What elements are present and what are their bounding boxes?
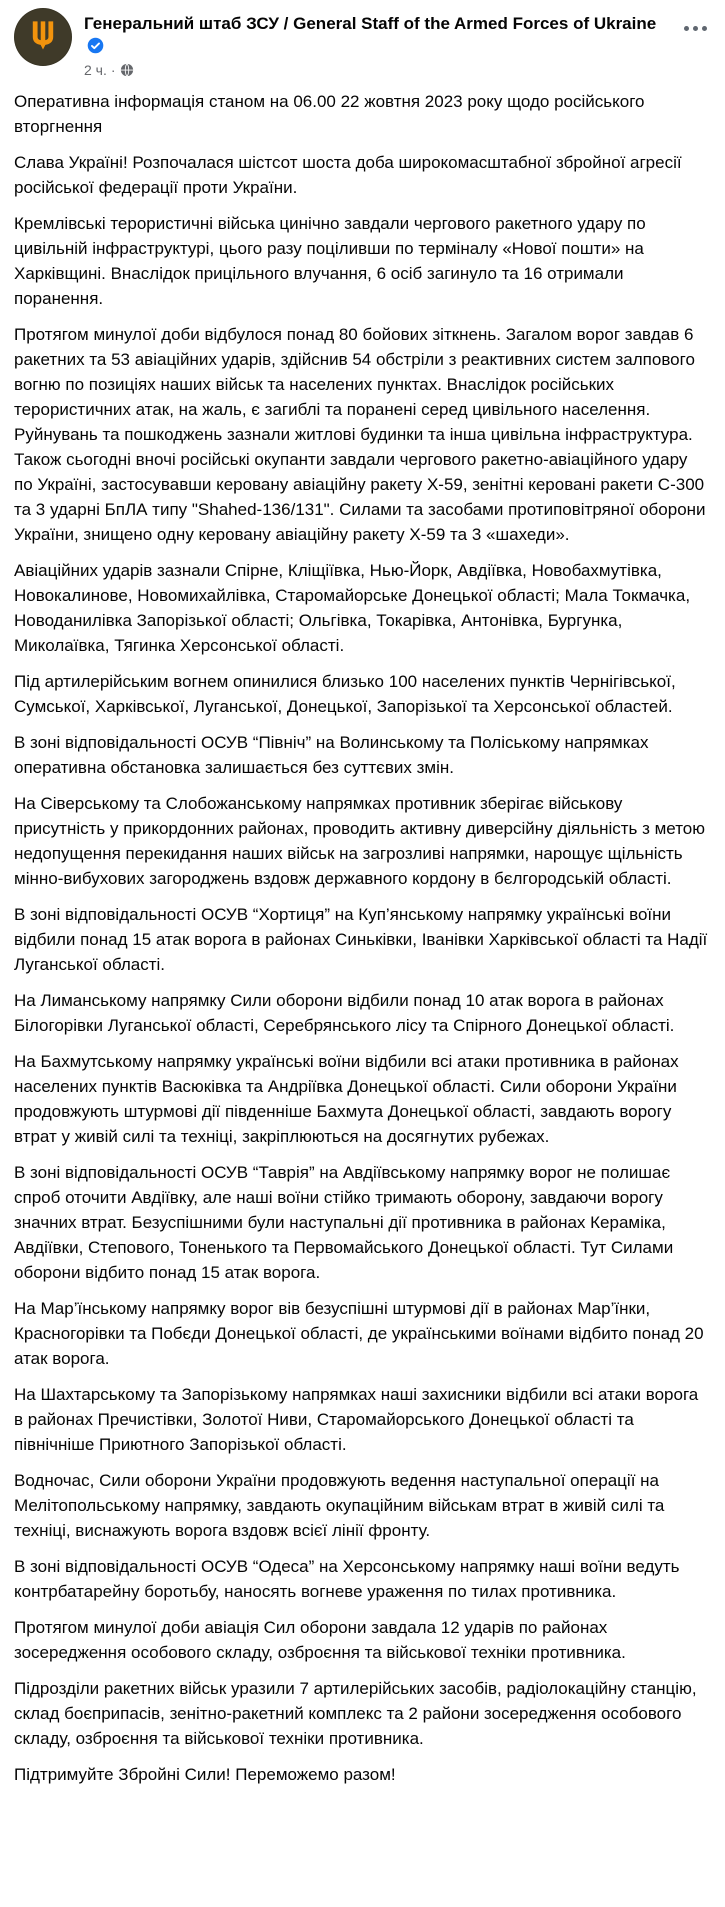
globe-icon (120, 63, 134, 77)
post-paragraph: В зоні відповідальності ОСУВ “Одеса” на Херсонському напрямку наші воїни ведуть контрбатарейну боротьбу, наносять вогневе ураження по тилах противника. (14, 1557, 685, 1601)
post-paragraph: Слава Україні! Розпочалася шістсот шоста доба широкомасштабної збройної агресії російської федерації проти України. (14, 153, 687, 197)
post-paragraph: Авіаційних ударів зазнали Спірне, Кліщіївка, Нью-Йорк, Авдіївка, Новобахмутівка, Новокалинове, Новомихайлівка, Старомайорське Донецької області; Мала Токмачка, Новоданилівка Запорізької області; Ольгівка, Токарівка, Антонівка, Бургунка, Миколаївка, Тягинка Херсонської області. (14, 561, 695, 655)
post-paragraph: Протягом минулої доби відбулося понад 80 бойових зіткнень. Загалом ворог завдав 6 ракетних та 53 авіаційних ударів, здійснив 54 обстріли з реактивних систем залпового вогню по позиціях наших військ та населених пунктах. Внаслідок російських терористичних атак, на жаль, є загиблі та поранені серед цивільного населення. Руйнувань та пошкоджень зазнали житлові будинки та інша цивільна інфраструктура. Також сьогодні вночі російські окупанти завдали чергового ракетно-авіаційного удару по Україні, застосувавши керовану авіаційну ракету Х-59, зенітні керовані ракети С-300 та 3 ударні БпЛА типу "Shahed-136/131". Силами та засобами протиповітряної оборони України, знищено одну керовану авіаційну ракету Х-59 та 3 «шахеди». (14, 325, 711, 544)
dot (693, 26, 698, 31)
post-body (0, 85, 725, 1787)
header-text-block (84, 8, 676, 79)
post-header (0, 0, 725, 85)
verified-badge-icon (87, 37, 104, 54)
post-paragraph: На Бахмутському напрямку українські воїни відбили всі атаки противника в районах населених пунктів Васюківка та Андріївка Донецької області. Сили оборони України продовжують штурмові дії південніше Бахмута Донецької області, завдають ворогу втрат у живій силі та техніці, закріплюються на досягнутих рубежах. (14, 1052, 684, 1146)
post-paragraph: Під артилерійським вогнем опинилися близько 100 населених пунктів Чернігівської, Сумської, Харківської, Луганської, Донецької, Запорізької та Херсонської областей. (14, 672, 681, 716)
post-meta (84, 61, 676, 79)
page-avatar[interactable] (14, 8, 72, 66)
post-paragraph: Кремлівські терористичні війська цинічно завдали чергового ракетного удару по цивільній інфраструктурі, цього разу поціливши по терміналу «Нової пошти» на Харківщині. Внаслідок прицільного влучання, 6 осіб загинуло та 16 отримали поранення. (14, 214, 651, 308)
post-paragraph: На Мар’їнському напрямку ворог вів безуспішні штурмові дії в районах Мар’їнки, Красногорівки та Побєди Донецької області, де українськими воїнами відбито понад 20 атак ворога. (14, 1299, 709, 1368)
post-paragraph: Протягом минулої доби авіація Сил оборони завдала 12 ударів по районах зосередження особового складу, озброєння та військової техніки противника. (14, 1618, 626, 1662)
post-paragraph: Підрозділи ракетних військ уразили 7 артилерійських засобів, радіолокаційну станцію, склад боєприпасів, зенітно-ракетний комплекс та 2 райони зосередження особового складу, озброєння та військової техніки противника. (14, 1679, 702, 1748)
post-paragraph: В зоні відповідальності ОСУВ “Таврія” на Авдіївському напрямку ворог не полишає спроб оточити Авдіївку, але наші воїни стійко тримають оборону, завдаючи ворогу значних втрат. Безуспішними були наступальні дії противника в районах Кераміка, Авдіївки, Степового, Тоненького та Первомайського Донецької області. Тут Силами оборони відбито понад 15 атак ворога. (14, 1163, 678, 1282)
dot (702, 26, 707, 31)
post-paragraph: В зоні відповідальності ОСУВ “Північ” на Волинському та Поліському напрямках оперативна обстановка залишається без суттєвих змін. (14, 733, 654, 777)
timestamp[interactable]: 2 ч. (84, 62, 107, 78)
post-paragraph: На Лиманському напрямку Сили оборони відбили понад 10 атак ворога в районах Білогорівки Луганської області, Серебрянського лісу та Спірного Донецької області. (14, 991, 675, 1035)
post-paragraph: Водночас, Сили оборони України продовжують ведення наступальної операції на Мелітопольському напрямку, завдають окупаційним військам втрат в живій силі та техніці, виснажують ворога вздовж всієї лінії фронту. (14, 1471, 670, 1540)
post-paragraph: Оперативна інформація станом на 06.00 22 жовтня 2023 року щодо російського вторгнення (14, 92, 650, 136)
dot (684, 26, 689, 31)
meta-separator: · (110, 62, 116, 78)
page-name: Генеральний штаб ЗСУ / General Staff of the Armed Forces of Ukraine (84, 14, 657, 33)
post-paragraph: На Сіверському та Слобожанському напрямках противник зберігає військову присутність у прикордонних районах, проводить активну диверсійну діяльність з метою недопущення перекидання наших військ на загрозливі напрямки, нарощує щільність мінно-вибухових загороджень вздовж державного кордону в бєлгородській області. (14, 794, 710, 888)
post-paragraph: В зоні відповідальності ОСУВ “Хортиця” на Куп’янському напрямку українські воїни відбили понад 15 атак ворога в районах Синьківки, Іванівки Харківської області та Надії Луганської області. (14, 905, 713, 974)
trident-emblem-icon (27, 18, 59, 57)
post-paragraph: Підтримуйте Збройні Сили! Переможемо разом! (14, 1765, 396, 1784)
page-name-link[interactable] (84, 12, 676, 58)
post-paragraph: На Шахтарському та Запорізькому напрямках наші захисники відбили всі атаки ворога в районах Пречистівки, Золотої Ниви, Старомайорського Донецької області та північніше Приютного Запорізької області. (14, 1385, 703, 1454)
post-options-button[interactable] (682, 20, 709, 37)
